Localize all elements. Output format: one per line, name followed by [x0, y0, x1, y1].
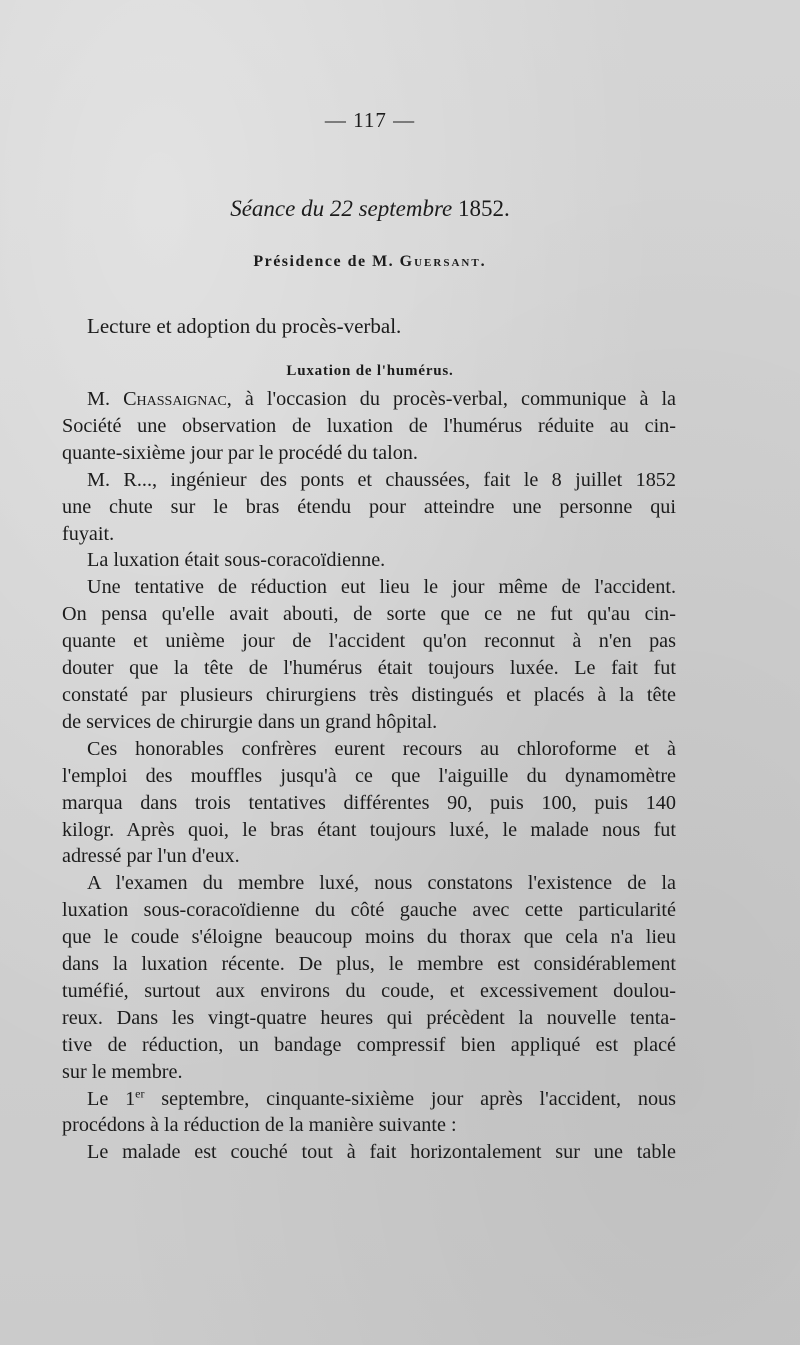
paragraph-line: dans la luxation récente. De plus, le membre est considérablement [62, 953, 676, 976]
paragraph-line: On pensa qu'elle avait abouti, de sorte que ce ne fut qu'au cin- [62, 603, 676, 626]
paragraph-line: Ces honorables confrères eurent recours au chloroforme et à [87, 737, 676, 760]
paragraph-line: Une tentative de réduction eut lieu le jour même de l'accident. [87, 576, 676, 599]
paragraph-line: La luxation était sous-coracoïdienne. [87, 549, 386, 572]
presidency-name: Guersant. [399, 253, 487, 270]
presidency-prefix: Présidence de M. [253, 253, 395, 270]
paragraph-line: sur le membre. [62, 1060, 183, 1083]
section-title: Luxation de l'humérus. [286, 363, 454, 379]
paragraph-line: luxation sous-coracoïdienne du côté gauche avec cette particularité [62, 899, 676, 922]
minutes-line: Lecture et adoption du procès-verbal. [87, 314, 402, 338]
paragraph-line: tive de réduction, un bandage compressif bien appliqué est placé [62, 1033, 676, 1056]
paragraph-line: l'emploi des mouffles jusqu'à ce que l'aiguille du dynamomètre [62, 764, 676, 787]
paragraph-line: une chute sur le bras étendu pour atteindre une personne qui [62, 495, 676, 518]
paragraph-line: constaté par plusieurs chirurgiens très distingués et placés à la tête [62, 683, 676, 706]
paragraph-line: Société une observation de luxation de l'humérus réduite au cin- [62, 414, 676, 437]
paragraph-line: Le malade est couché tout à fait horizontalement sur une table [87, 1141, 676, 1164]
body-text [62, 386, 676, 1166]
page-number: — 117 — [324, 108, 416, 132]
paragraph-line: reux. Dans les vingt-quatre heures qui précèdent la nouvelle tenta- [62, 1006, 676, 1029]
paragraph-line: de services de chirurgie dans un grand hôpital. [62, 710, 438, 733]
presidency-line [0, 253, 740, 271]
paragraph-line: quante et unième jour de l'accident qu'on reconnut à n'en pas [62, 630, 676, 653]
paragraph-line: que le coude s'éloigne beaucoup moins du thorax que cela n'a lieu [62, 926, 676, 949]
paragraph-line: M. R..., ingénieur des ponts et chaussées, fait le 8 juillet 1852 [87, 468, 676, 491]
session-year: 1852. [458, 196, 510, 221]
paragraph-line: fuyait. [62, 522, 115, 545]
session-heading [0, 196, 740, 222]
paragraph-line: A l'examen du membre luxé, nous constatons l'existence de la [87, 872, 676, 895]
paragraph-line: procédons à la réduction de la manière suivante : [62, 1114, 457, 1137]
session-date: Séance du 22 septembre [230, 196, 453, 221]
paragraph-line: tuméfié, surtout aux environs du coude, et excessivement doulou- [62, 979, 676, 1002]
paragraph-line: marqua dans trois tentatives différentes 90, puis 100, puis 140 [62, 791, 676, 814]
paragraph-line: quante-sixième jour par le procédé du talon. [62, 441, 418, 464]
paragraph-line: Le 1er septembre, cinquante-sixième jour après l'accident, nous [87, 1085, 677, 1110]
paragraph-line: douter que la tête de l'humérus était toujours luxée. Le fait fut [62, 657, 676, 680]
paragraph-line: M. Chassaignac, à l'occasion du procès-verbal, communique à la [87, 388, 677, 410]
paragraph-line: kilogr. Après quoi, le bras étant toujours luxé, le malade nous fut [62, 818, 676, 841]
paragraph-line: adressé par l'un d'eux. [62, 845, 240, 868]
